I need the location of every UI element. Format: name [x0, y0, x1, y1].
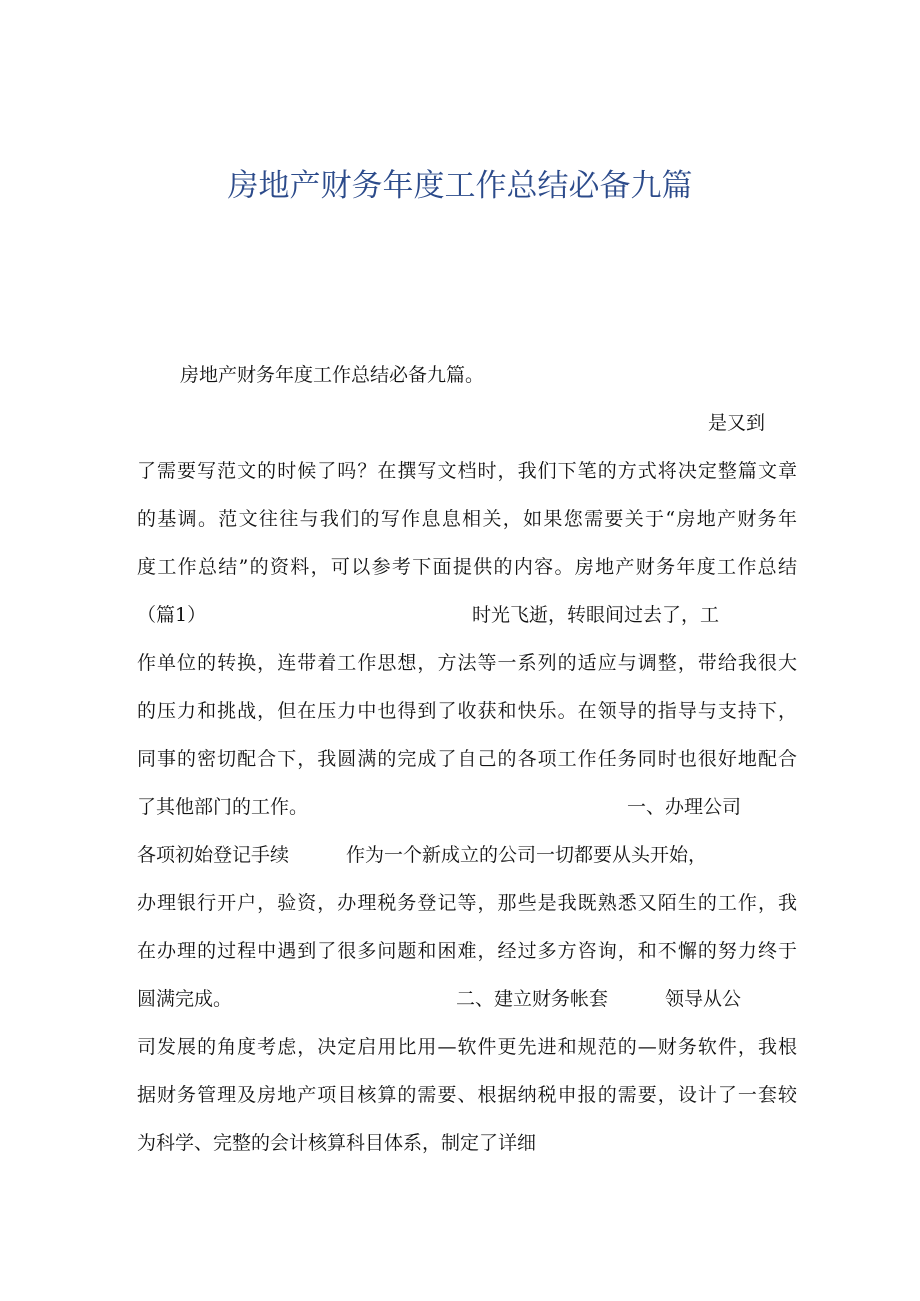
text-line: 度工作总结”的资料，可以参考下面提供的内容。房地产财务年度工作总结: [137, 556, 797, 578]
text-line: 同事的密切配合下，我圆满的完成了自己的各项工作任务同时也很好地配合: [137, 748, 797, 770]
text-segment: 了其他部门的工作。: [137, 796, 309, 818]
section-heading: 各项初始登记手续: [137, 844, 290, 866]
text-segment: 时光飞逝，转眼间过去了，工: [472, 604, 720, 626]
section-heading: 二、建立财务帐套: [456, 988, 609, 1010]
text-segment: 圆满完成。: [137, 988, 233, 1010]
text-line: 为科学、完整的会计核算科目体系，制定了详细: [137, 1132, 537, 1154]
text-segment: 领导从公: [665, 988, 742, 1010]
text-line: 据财务管理及房地产项目核算的需要、根据纳税申报的需要，设计了一套较: [137, 1084, 797, 1106]
text-line: 办理银行开户，验资，办理税务登记等，那些是我既熟悉又陌生的工作，我: [137, 892, 797, 914]
text-line: 的基调。范文往往与我们的写作息息相关，如果您需要关于“房地产财务年: [137, 508, 797, 530]
text-line: 作单位的转换，连带着工作思想，方法等一系列的适应与调整，带给我很大: [137, 652, 797, 674]
intro-paragraph: 房地产财务年度工作总结必备九篇。: [180, 364, 485, 386]
section-heading: 一、办理公司: [627, 796, 742, 818]
section-label: （篇1）: [137, 604, 207, 626]
text-line: 司发展的角度考虑，决定启用比用—软件更先进和规范的—财务软件，我根: [137, 1036, 797, 1058]
text-line: 的压力和挑战，但在压力中也得到了收获和快乐。在领导的指导与支持下，: [137, 700, 797, 722]
text-segment: 是又到: [708, 412, 766, 434]
document-title: 房地产财务年度工作总结必备九篇: [227, 168, 693, 204]
text-segment: 作为一个新成立的公司一切都要从头开始，: [346, 844, 708, 866]
text-line: 在办理的过程中遇到了很多问题和困难，经过多方咨询，和不懈的努力终于: [137, 940, 797, 962]
text-line: 了需要写范文的时候了吗？在撰写文档时，我们下笔的方式将决定整篇文章: [137, 460, 797, 482]
